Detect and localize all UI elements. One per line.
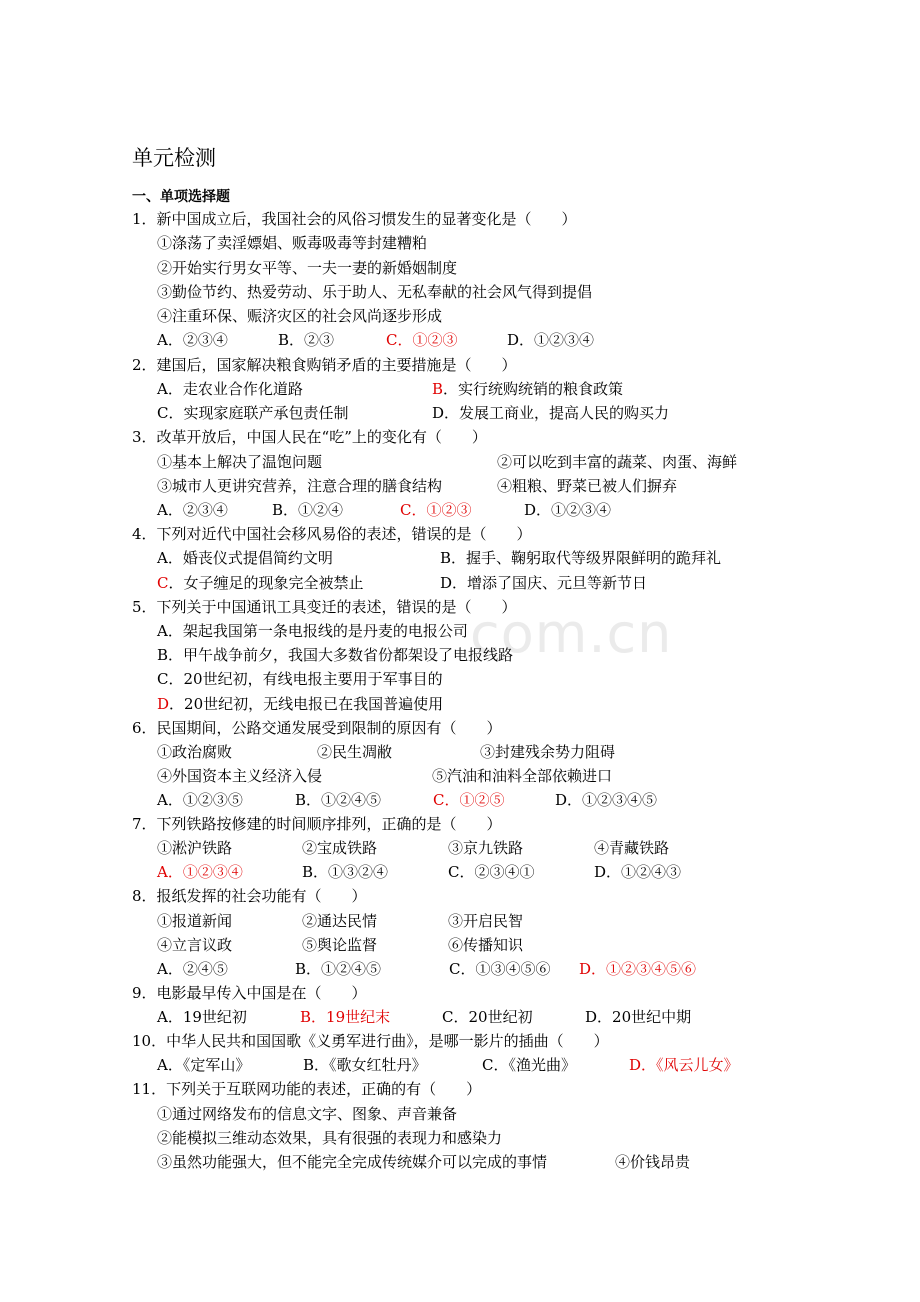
q3-item-1: ①基本上解决了温饱问题 [157,453,323,471]
q6-item-4: ④外国资本主义经济入侵 [157,767,323,785]
q4-answer-letter: C [157,574,169,592]
q1-option-c-answer: C．①②③ [386,331,458,349]
q3-option-b: B．①②④ [272,501,344,519]
q8-item-6: ⑥传播知识 [448,936,524,954]
q9-option-d: D．20世纪中期 [585,1008,692,1026]
q3-item-4: ④粗粮、野菜已被人们摒弃 [497,477,678,495]
q1-item-3: ③勤俭节约、热爱劳动、乐于助人、无私奉献的社会风气得到提倡 [157,283,593,301]
q5-option-a: A．架起我国第一条电报线的是丹麦的电报公司 [157,622,468,640]
q7-item-2: ②宝成铁路 [302,839,378,857]
q8-option-a: A．②④⑤ [157,960,228,978]
q5-option-b: B．甲午战争前夕，我国大多数省份都架设了电报线路 [157,646,514,664]
q11-item-2: ②能模拟三维动态效果，具有很强的表现力和感染力 [157,1129,503,1147]
q6-item-1: ①政治腐败 [157,743,233,761]
q2-option-b-answer [432,379,623,399]
q3-option-c-answer: C．①②③ [400,501,472,519]
q5-answer-letter: D [157,695,170,713]
q2-option-c: C．实现家庭联产承包责任制 [157,404,349,422]
q8-option-d-answer: D．①②③④⑤⑥ [579,960,697,978]
q8-item-1: ①报道新闻 [157,912,233,930]
q1-item-1: ①涤荡了卖淫嫖娼、贩毒吸毒等封建糟粕 [157,234,428,252]
q11-item-4: ④价钱昂贵 [615,1153,691,1171]
q10-option-d-answer: D．《风云儿女》 [629,1056,739,1074]
q6-item-5: ⑤汽油和油料全部依赖进口 [432,767,613,785]
q2-option-a: A．走农业合作化道路 [157,380,303,398]
q8-item-5: ⑤舆论监督 [302,936,378,954]
q1-option-b: B．②③ [278,331,335,349]
q7-stem: 7．下列铁路按修建的时间顺序排列，正确的是（ ） [132,815,502,833]
page-title: 单元检测 [132,146,216,170]
q8-option-c: C．①③④⑤⑥ [449,960,551,978]
q4-option-b: B．握手、鞠躬取代等级界限鲜明的跪拜礼 [440,549,722,567]
q8-option-b: B．①②④⑤ [295,960,382,978]
q6-item-2: ②民生凋敝 [317,743,393,761]
q6-option-b: B．①②④⑤ [295,791,382,809]
q5-option-d-answer [157,694,443,714]
q4-option-a: A．婚丧仪式提倡简约文明 [157,549,333,567]
q7-item-4: ④青藏铁路 [594,839,670,857]
q10-option-a: A．《定军山》 [157,1056,251,1074]
q7-option-b: B．①③②④ [302,863,389,881]
q7-item-3: ③京九铁路 [448,839,524,857]
q6-option-a: A．①②③⑤ [157,791,243,809]
q2-option-d: D．发展工商业，提高人民的购买力 [432,404,670,422]
q2-option-b-text: ．实行统购统销的粮食政策 [443,380,624,398]
q1-option-d: D．①②③④ [507,331,595,349]
q3-option-d: D．①②③④ [524,501,612,519]
q7-item-1: ①淞沪铁路 [157,839,233,857]
q2-answer-letter: B [432,380,444,398]
q10-stem: 10．中华人民共和国国歌《义勇军进行曲》，是哪一影片的插曲（ ） [132,1032,609,1050]
q6-item-3: ③封建残余势力阻碍 [480,743,616,761]
q4-stem: 4．下列对近代中国社会移风易俗的表述，错误的是（ ） [132,525,532,543]
q4-option-c-text: ．女子缠足的现象完全被禁止 [168,574,364,592]
q11-item-1: ①通过网络发布的信息文字、图象、声音兼备 [157,1105,458,1123]
q8-item-3: ③开启民智 [448,912,524,930]
q5-option-d-text: ．20世纪初，无线电报已在我国普遍使用 [169,695,444,713]
watermark: com.cn [470,602,673,665]
q8-item-2: ②通达民情 [302,912,378,930]
q5-option-c: C．20世纪初，有线电报主要用于军事目的 [157,670,443,688]
q4-option-c-answer [157,573,364,593]
q9-stem: 9．电影最早传入中国是在（ ） [132,984,367,1002]
q7-option-c: C．②③④① [448,863,535,881]
q2-stem: 2．建国后，国家解决粮食购销矛盾的主要措施是（ ） [132,356,517,374]
q1-item-2: ②开始实行男女平等、一夫一妻的新婚姻制度 [157,259,458,277]
q1-item-4: ④注重环保、赈济灾区的社会风尚逐步形成 [157,307,443,325]
q7-option-a-answer: A．①②③④ [157,863,243,881]
q7-option-d: D．①②④③ [594,863,682,881]
q3-item-2: ②可以吃到丰富的蔬菜、肉蛋、海鲜 [497,453,738,471]
q4-option-d: D．增添了国庆、元旦等新节日 [440,574,648,592]
q1-option-a: A．②③④ [157,331,228,349]
q6-stem: 6．民国期间，公路交通发展受到限制的原因有（ ） [132,719,502,737]
q11-item-3: ③虽然功能强大，但不能完全完成传统媒介可以完成的事情 [157,1153,548,1171]
q8-stem: 8．报纸发挥的社会功能有（ ） [132,887,367,905]
q5-stem: 5．下列关于中国通讯工具变迁的表述，错误的是（ ） [132,598,517,616]
q3-option-a: A．②③④ [157,501,228,519]
q9-option-c: C．20世纪初 [442,1008,533,1026]
q9-option-b-answer: B．19世纪末 [300,1008,391,1026]
section-heading: 一、单项选择题 [132,189,230,205]
q8-item-4: ④立言议政 [157,936,233,954]
q1-stem: 1．新中国成立后，我国社会的风俗习惯发生的显著变化是（ ） [132,210,577,228]
q3-stem: 3．改革开放后，中国人民在“吃”上的变化有（ ） [132,428,487,446]
q11-stem: 11．下列关于互联网功能的表述，正确的有（ ） [132,1080,482,1098]
q3-item-3: ③城市人更讲究营养，注意合理的膳食结构 [157,477,443,495]
q10-option-c: C．《渔光曲》 [482,1056,576,1074]
q6-option-d: D．①②③④⑤ [555,791,658,809]
q10-option-b: B．《歌女红牡丹》 [303,1056,427,1074]
q6-option-c-answer: C．①②⑤ [433,791,505,809]
q9-option-a: A．19世纪初 [157,1008,247,1026]
